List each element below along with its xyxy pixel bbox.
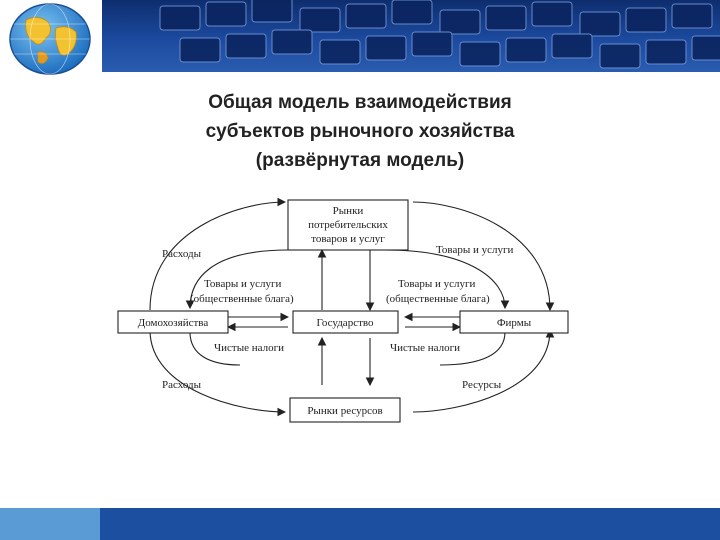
title-line-1: Общая модель взаимодействия bbox=[208, 92, 512, 113]
government-label: Государство bbox=[316, 317, 374, 329]
firms-label: Фирмы bbox=[496, 317, 532, 329]
consumer-market-line-3: товаров и услуг bbox=[311, 233, 385, 245]
label-spending-top: Расходы bbox=[162, 248, 201, 260]
footer-bar bbox=[0, 508, 720, 540]
resource-market-label: Рынки ресурсов bbox=[307, 405, 383, 417]
globe-icon bbox=[4, 2, 96, 76]
logo-area bbox=[0, 0, 102, 76]
label-spending-bottom: Расходы bbox=[162, 379, 201, 391]
households-label: Домохозяйства bbox=[137, 317, 209, 329]
title-line-2: субъектов рыночного хозяйства bbox=[205, 121, 515, 142]
footer-accent bbox=[0, 508, 100, 540]
title-line-3: (развёрнутая модель) bbox=[255, 150, 465, 171]
label-gov-goods-right-2: (общественные блага) bbox=[386, 293, 490, 305]
consumer-market-line-1: Рынки bbox=[332, 205, 364, 217]
slide-title bbox=[140, 88, 580, 175]
label-gov-goods-right-1: Товары и услуги bbox=[398, 278, 476, 290]
label-gov-goods-left-1: Товары и услуги bbox=[204, 278, 282, 290]
keyboard-image bbox=[0, 0, 720, 72]
label-taxes-left: Чистые налоги bbox=[214, 342, 285, 354]
label-resources: Ресурсы bbox=[462, 379, 502, 391]
consumer-market-line-2: потребительских bbox=[308, 219, 388, 231]
interaction-diagram bbox=[110, 190, 590, 430]
label-gov-goods-left-2: (общественные блага) bbox=[190, 293, 294, 305]
label-goods-top: Товары и услуги bbox=[436, 244, 514, 256]
header-banner bbox=[0, 0, 720, 72]
label-taxes-right: Чистые налоги bbox=[390, 342, 461, 354]
